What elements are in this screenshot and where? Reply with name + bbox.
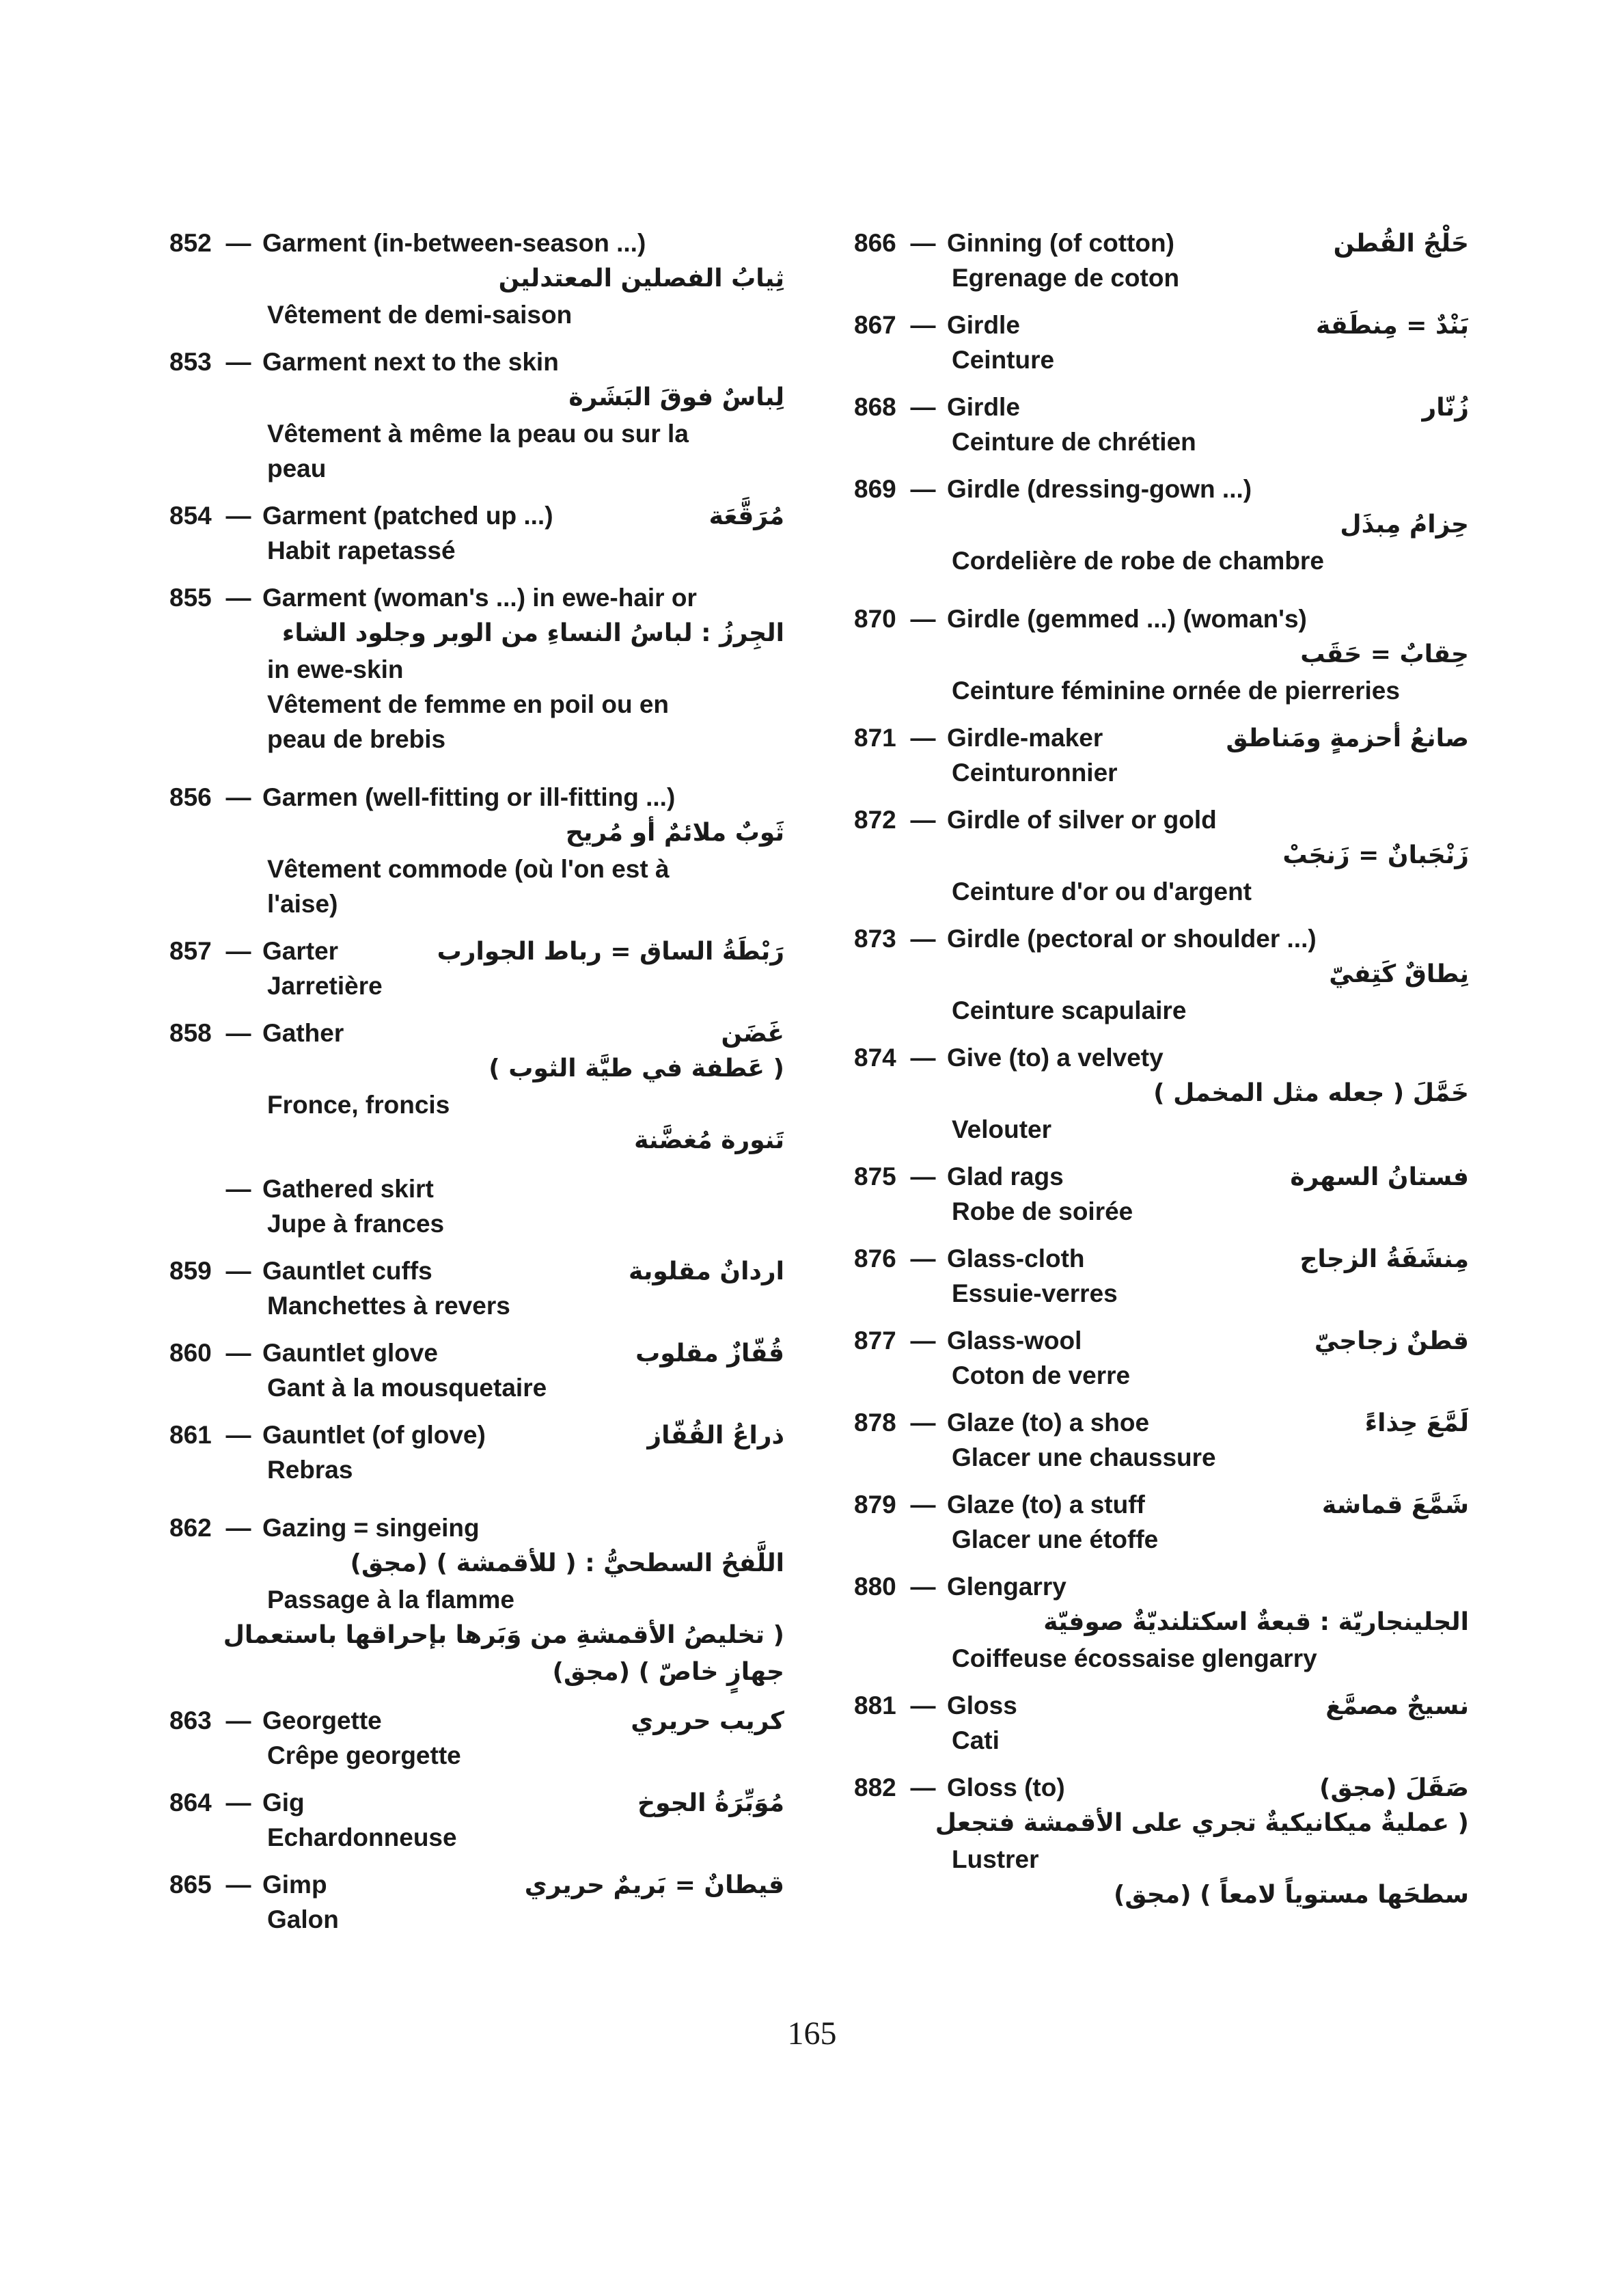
arabic-term: حِقابٌ = حَقَب: [1300, 640, 1469, 668]
entry-dash: —: [910, 1691, 936, 1719]
french-translation: Ceinture scapulaire: [952, 996, 1187, 1024]
french-translation: Coton de verre: [952, 1361, 1131, 1389]
french-translation: Lustrer: [952, 1845, 1039, 1873]
arabic-note: ( عَطفة في طيَّة الثوب ): [488, 1055, 784, 1083]
english-term: Girdle (pectoral or shoulder ...): [947, 925, 1317, 953]
entry-headword-line: [169, 1335, 784, 1370]
entry-number: 853: [169, 348, 212, 376]
entry-dash: —: [910, 1245, 936, 1273]
entry-number: 855: [169, 584, 212, 612]
entry-dash: —: [910, 605, 936, 633]
entry-dash: —: [225, 1421, 251, 1449]
entry-dash: —: [910, 393, 936, 421]
entry-headword-line: [169, 934, 784, 968]
arabic-term: قيطانٌ = بَريمٌ حريري: [524, 1871, 784, 1899]
french-translation: Robe de soirée: [952, 1197, 1133, 1225]
entry-headword-line: [854, 1040, 1469, 1075]
entry-headword-line: [169, 498, 784, 533]
arabic-term: مِنشَفَةُ الزجاج: [1299, 1245, 1469, 1273]
english-term: Girdle: [947, 311, 1020, 339]
english-term: Glass-cloth: [947, 1245, 1085, 1273]
english-term: Girdle: [947, 393, 1020, 421]
arabic-term: خَمَّلَ ( جعله مثل المخمل ): [1153, 1079, 1469, 1107]
arabic-term: ثِيابُ الفصلين المعتدلين: [498, 264, 784, 293]
entry-number: 865: [169, 1871, 212, 1899]
entry-headword-line: [854, 1159, 1469, 1194]
arabic-note: سطحَها مستوياً لامعاً ) (مجق): [1113, 1881, 1469, 1909]
arabic-term: لِباسٌ فوقَ البَشَرة: [568, 383, 784, 411]
entry-headword-line: [169, 1703, 784, 1738]
dictionary-entry: [854, 1159, 1469, 1229]
arabic-term: ذراعُ القُفّاز: [647, 1422, 784, 1450]
french-translation: Crêpe georgette: [267, 1741, 461, 1769]
entry-number: 863: [169, 1707, 212, 1735]
dictionary-entry: [854, 1569, 1469, 1676]
entry-dash: —: [225, 783, 251, 811]
french-translation: Velouter: [952, 1115, 1051, 1143]
arabic-term: غَضَن: [721, 1020, 784, 1048]
entry-number: 858: [169, 1019, 212, 1047]
dictionary-entry: [169, 498, 784, 568]
dictionary-entry: [854, 1688, 1469, 1758]
french-translation: l'aise): [267, 890, 338, 918]
english-term: Georgette: [262, 1707, 382, 1735]
entry-headword-line: [169, 1867, 784, 1902]
dictionary-entry: [854, 921, 1469, 1028]
entry-dash: —: [225, 584, 251, 612]
entry-number: 862: [169, 1514, 212, 1542]
dictionary-entry: [169, 1867, 784, 1937]
entry-number: 872: [854, 806, 896, 834]
entry-dash: —: [225, 937, 251, 965]
entry-number: 852: [169, 229, 212, 257]
entry-headword-line: [169, 344, 784, 379]
page-number: 165: [787, 2015, 837, 2052]
english-term: Garmen (well-fitting or ill-fitting ...): [262, 783, 676, 811]
entry-number: 871: [854, 724, 896, 752]
entry-dash: —: [910, 925, 936, 953]
dictionary-entry: [854, 1040, 1469, 1147]
entry-number: 864: [169, 1789, 212, 1817]
english-term: Gimp: [262, 1871, 327, 1899]
entry-headword-line: [854, 1487, 1469, 1522]
entry-headword-line: [169, 1510, 784, 1545]
english-term: Gig: [262, 1789, 305, 1817]
arabic-term: حِزامُ مِبذَل: [1340, 511, 1469, 539]
entry-headword-line: [169, 580, 784, 615]
entry-headword-line: [169, 226, 784, 260]
dictionary-entry: [169, 780, 784, 921]
entry-number: 873: [854, 925, 896, 953]
english-term: Girdle (gemmed ...) (woman's): [947, 605, 1307, 633]
french-translation: peau: [267, 454, 327, 482]
entry-number: 878: [854, 1409, 896, 1437]
arabic-term: زَنْجَبانٌ = زَنجَبْ: [1282, 841, 1469, 869]
dictionary-entry: [854, 226, 1469, 295]
entry-number: 861: [169, 1421, 212, 1449]
french-translation: Vêtement commode (où l'on est à: [267, 855, 670, 883]
entry-dash: —: [910, 1327, 936, 1355]
dictionary-entry: [854, 472, 1469, 578]
entry-dash: —: [225, 1871, 251, 1899]
french-translation: Cati: [952, 1726, 1000, 1754]
entry-headword-line: [854, 1770, 1469, 1805]
french-translation: Glacer une étoffe: [952, 1525, 1159, 1553]
arabic-note: جهازٍ خاصّ ) (مجق): [552, 1658, 784, 1686]
entry-headword-line: [169, 1417, 784, 1452]
entry-dash: —: [225, 1339, 251, 1367]
entry-dash: —: [225, 1707, 251, 1735]
arabic-note: ( تخليصُ الأقمشةِ من وَبَرها بإحراقها باستعمال: [223, 1621, 784, 1649]
english-term: Girdle-maker: [947, 724, 1103, 752]
english-term: Garment (woman's ...) in ewe-hair or: [262, 584, 697, 612]
arabic-term: الجلينجاريّة : قبعةٌ اسكتلنديّةٌ صوفيّة: [1043, 1608, 1469, 1636]
french-translation: Ceinture de chrétien: [952, 428, 1196, 456]
english-term: Garment (in-between-season ...): [262, 229, 646, 257]
arabic-term: مُرَقَّعَة: [708, 502, 784, 530]
entry-number: 875: [854, 1163, 896, 1191]
english-term: Gauntlet glove: [262, 1339, 438, 1367]
dictionary-entry: [854, 390, 1469, 459]
entry-headword-line: [854, 1241, 1469, 1276]
english-term: Glaze (to) a shoe: [947, 1409, 1150, 1437]
dictionary-entry: [169, 1417, 784, 1487]
english-term: Gazing = singeing: [262, 1514, 480, 1542]
entry-number: 876: [854, 1245, 896, 1273]
arabic-term: اردانٌ مقلوبة: [629, 1257, 784, 1286]
french-translation: in ewe-skin: [267, 655, 404, 683]
arabic-term: نسيجٌ مصمَّغ: [1325, 1692, 1469, 1720]
entry-dash: —: [910, 1044, 936, 1072]
arabic-term: صانعُ أحزمةٍ ومَناطق: [1226, 724, 1469, 752]
arabic-term: ثَوبٌ ملائمٌ أو مُريح: [565, 819, 784, 847]
french-translation: Rebras: [267, 1456, 353, 1484]
arabic-term: قطنٌ زجاجيّ: [1314, 1327, 1469, 1355]
arabic-term: نِطاقٌ كَتِفيّ: [1329, 960, 1469, 988]
entry-number: 854: [169, 502, 212, 530]
english-term: Give (to) a velvety: [947, 1044, 1164, 1072]
entry-dash: —: [910, 475, 936, 503]
entry-headword-line: [169, 1253, 784, 1288]
english-term: Gauntlet cuffs: [262, 1257, 432, 1285]
french-translation: Ceinture féminine ornée de pierreries: [952, 677, 1400, 705]
entry-headword-line: [854, 472, 1469, 506]
arabic-term: الجِرزُ : لباسُ النساءِ من الوبر وجلود الشاء: [281, 619, 784, 647]
french-translation: Glacer une chaussure: [952, 1443, 1216, 1471]
entry-dash: —: [910, 311, 936, 339]
entry-number: 879: [854, 1491, 896, 1519]
french-translation: Jarretière: [267, 972, 383, 1000]
entry-number: 857: [169, 937, 212, 965]
entry-number: 882: [854, 1773, 896, 1802]
entry-dash: —: [225, 348, 251, 376]
english-term: Gather: [262, 1019, 344, 1047]
entry-headword-line: [854, 1405, 1469, 1440]
dictionary-entry: [169, 1703, 784, 1773]
entry-headword-line: [854, 390, 1469, 424]
english-term: Garment (patched up ...): [262, 502, 553, 530]
english-term: Glad rags: [947, 1163, 1064, 1191]
entry-headword-line: [854, 720, 1469, 755]
arabic-term: بَنْدٌ = مِنطَقة: [1315, 312, 1469, 340]
english-term: Glaze (to) a stuff: [947, 1491, 1145, 1519]
french-translation: Jupe à frances: [267, 1210, 445, 1238]
entry-dash: —: [910, 724, 936, 752]
french-translation: Vêtement à même la peau ou sur la: [267, 420, 689, 448]
dictionary-entry: [169, 1253, 784, 1323]
entry-number: 868: [854, 393, 896, 421]
arabic-term: فستانُ السهرة: [1290, 1163, 1469, 1191]
french-translation: Vêtement de demi-saison: [267, 301, 573, 329]
dictionary-entry: [169, 1171, 784, 1241]
dictionary-entry: [854, 601, 1469, 708]
french-translation: Fronce, froncis: [267, 1091, 450, 1119]
english-term: Ginning (of cotton): [947, 229, 1174, 257]
entry-number: 880: [854, 1573, 896, 1601]
dictionary-entry: [854, 308, 1469, 377]
entry-number: 874: [854, 1044, 896, 1072]
french-translation: Coiffeuse écossaise glengarry: [952, 1644, 1317, 1672]
entry-number: 867: [854, 311, 896, 339]
dictionary-entry: [169, 1016, 784, 1159]
french-translation: Vêtement de femme en poil ou en: [267, 690, 670, 718]
arabic-term: قُفّازٌ مقلوب: [635, 1340, 784, 1368]
entry-dash: —: [225, 1257, 251, 1285]
entry-dash: —: [910, 1573, 936, 1601]
dictionary-entry: [854, 1323, 1469, 1393]
dictionary-entry: [169, 1335, 784, 1405]
dictionary-entry: [169, 226, 784, 332]
entry-dash: —: [910, 1163, 936, 1191]
dictionary-entry: [854, 1241, 1469, 1311]
arabic-term: رَبْطَةُ الساق = رباط الجوارب: [437, 938, 784, 966]
arabic-term: زُنّار: [1422, 394, 1469, 422]
french-translation: Gant à la mousquetaire: [267, 1374, 547, 1402]
french-translation: Galon: [267, 1905, 339, 1933]
french-translation: Manchettes à revers: [267, 1292, 510, 1320]
entry-number: 877: [854, 1327, 896, 1355]
entry-number: 859: [169, 1257, 212, 1285]
entry-headword-line: [854, 1569, 1469, 1604]
entry-headword-line: [169, 1171, 784, 1206]
arabic-note: ( عمليةٌ ميكانيكيةٌ تجري على الأقمشة فتجعل: [935, 1809, 1469, 1837]
dictionary-entry: [169, 934, 784, 1003]
dictionary-entry: [169, 344, 784, 486]
entry-headword-line: [169, 1016, 784, 1050]
arabic-term: صَقَلَ (مجق): [1319, 1774, 1469, 1802]
arabic-note: تَنورة مُغضَّنة: [634, 1126, 784, 1154]
entry-number: 866: [854, 229, 896, 257]
french-translation: Passage à la flamme: [267, 1586, 514, 1614]
arabic-term: حَلْجُ القُطن: [1333, 230, 1469, 258]
entry-dash: —: [910, 229, 936, 257]
french-translation: Egrenage de coton: [952, 264, 1180, 292]
entry-headword-line: [854, 601, 1469, 636]
english-term: Gathered skirt: [262, 1175, 434, 1203]
french-translation: Essuie-verres: [952, 1279, 1118, 1307]
english-term: Gauntlet (of glove): [262, 1421, 486, 1449]
entry-number: 860: [169, 1339, 212, 1367]
arabic-term: مُوَبِّرَةُ الجوخ: [637, 1789, 784, 1817]
entry-dash: —: [910, 1409, 936, 1437]
entry-dash: —: [225, 1789, 251, 1817]
dictionary-entry: [854, 802, 1469, 909]
dictionary-entry: [169, 1785, 784, 1855]
english-term: Garment next to the skin: [262, 348, 559, 376]
entry-headword-line: [854, 1323, 1469, 1358]
arabic-term: كريب حريري: [631, 1707, 784, 1735]
entry-headword-line: [169, 1785, 784, 1820]
entry-number: 869: [854, 475, 896, 503]
arabic-term: لَمَّعَ حِذاءً: [1364, 1409, 1469, 1437]
arabic-term: شَمَّعَ قماشة: [1321, 1491, 1469, 1519]
right-column: [854, 226, 1469, 1926]
english-term: Gloss (to): [947, 1773, 1065, 1802]
entry-headword-line: [854, 921, 1469, 956]
entry-dash: —: [910, 1773, 936, 1802]
entry-number: 870: [854, 605, 896, 633]
entry-dash: —: [225, 1019, 251, 1047]
dictionary-entry: [169, 1510, 784, 1691]
entry-dash: —: [225, 1514, 251, 1542]
english-term: Girdle (dressing-gown ...): [947, 475, 1252, 503]
french-translation: Cordelière de robe de chambre: [952, 547, 1324, 575]
french-translation: Ceinture d'or ou d'argent: [952, 878, 1252, 906]
left-column: [169, 226, 784, 1949]
entry-dash: —: [910, 806, 936, 834]
dictionary-entry: [854, 720, 1469, 790]
english-term: Glengarry: [947, 1573, 1066, 1601]
english-term: Girdle of silver or gold: [947, 806, 1217, 834]
entry-number: 881: [854, 1691, 896, 1719]
entry-headword-line: [854, 226, 1469, 260]
arabic-term: اللَّفحُ السطحيُّ : ( للأقمشة ) (مجق): [350, 1549, 784, 1577]
entry-headword-line: [854, 802, 1469, 837]
entry-headword-line: [854, 1688, 1469, 1723]
english-term: Garter: [262, 937, 339, 965]
french-translation: Habit rapetassé: [267, 536, 456, 565]
english-term: Gloss: [947, 1691, 1017, 1719]
dictionary-entry: [854, 1405, 1469, 1475]
dictionary-entry: [854, 1487, 1469, 1557]
entry-dash: —: [225, 1175, 251, 1203]
entry-dash: —: [910, 1491, 936, 1519]
entry-headword-line: [854, 308, 1469, 342]
entry-number: 856: [169, 783, 212, 811]
french-translation: Ceinturonnier: [952, 759, 1118, 787]
french-translation: Echardonneuse: [267, 1823, 457, 1851]
french-translation: Ceinture: [952, 346, 1055, 374]
english-term: Glass-wool: [947, 1327, 1082, 1355]
dictionary-entry: [169, 580, 784, 757]
entry-headword-line: [169, 780, 784, 815]
french-translation: peau de brebis: [267, 725, 446, 753]
dictionary-entry: [854, 1770, 1469, 1914]
entry-dash: —: [225, 229, 251, 257]
entry-dash: —: [225, 502, 251, 530]
